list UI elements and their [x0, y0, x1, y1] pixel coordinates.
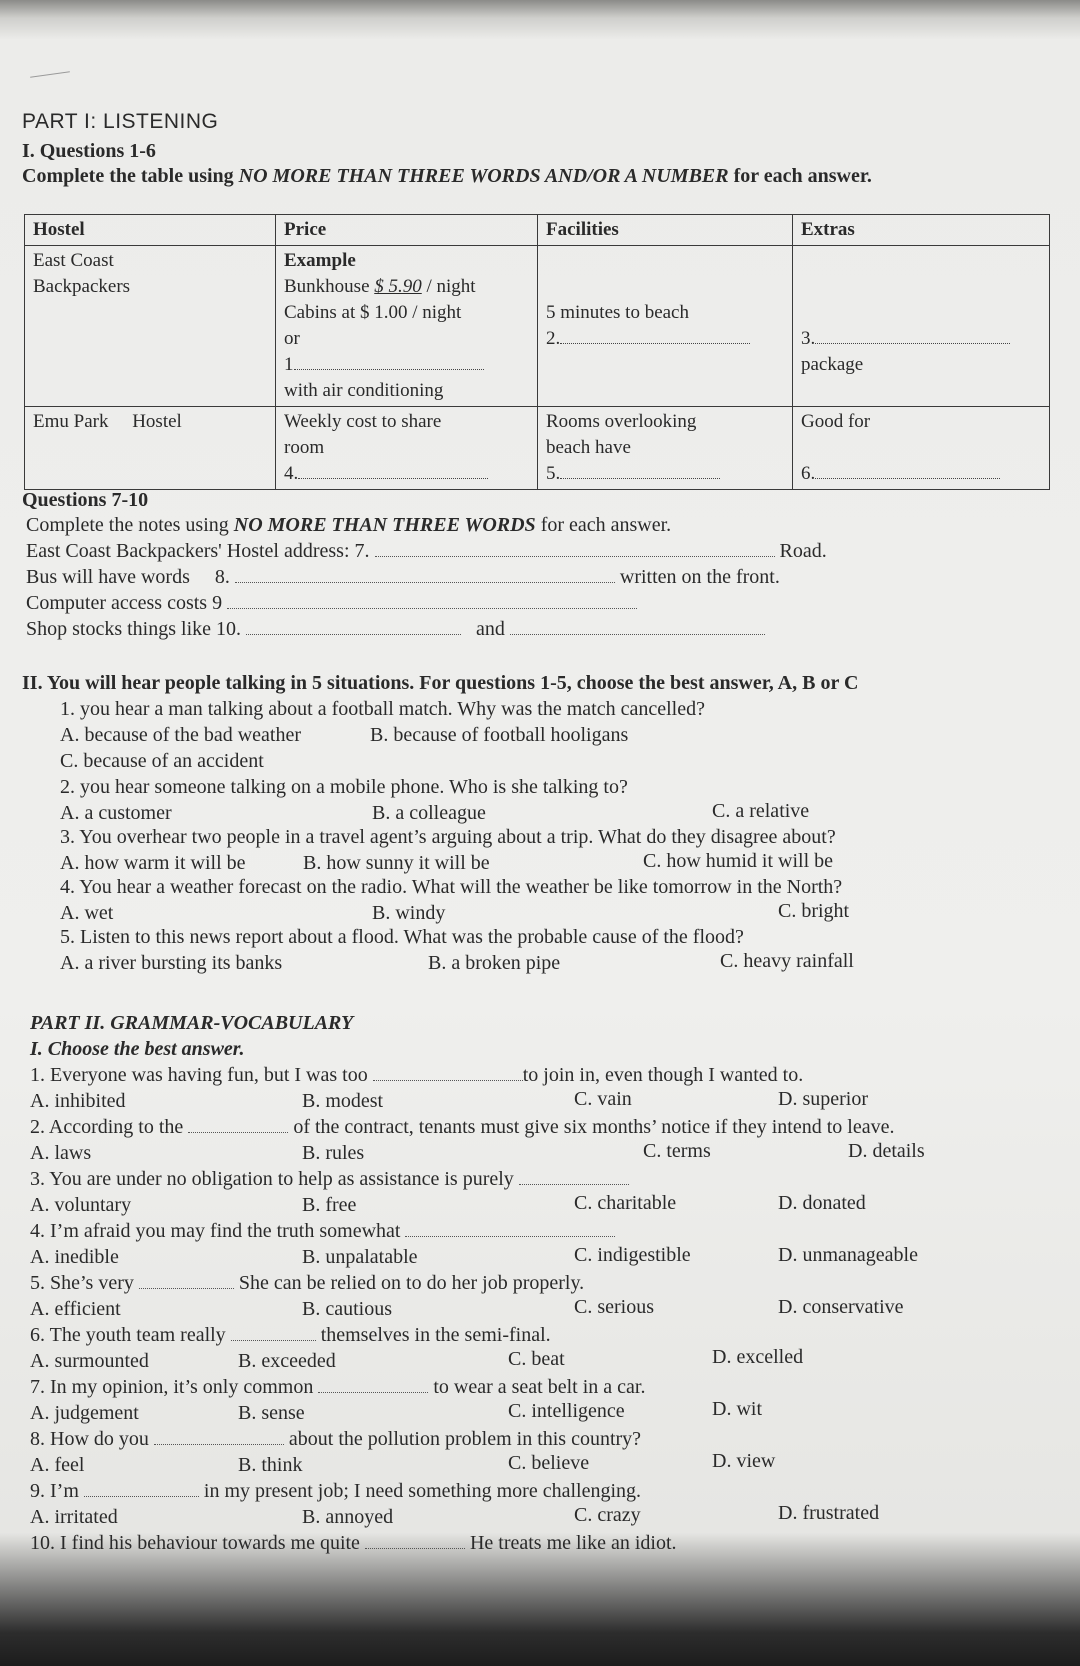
grammar-q8-c[interactable]: C. believe [508, 1452, 590, 1474]
listening-q3-c[interactable]: C. how humid it will be [643, 850, 833, 872]
price-emu-park: Weekly cost to share room 4. [276, 407, 538, 490]
grammar-q8-b[interactable]: B. think [238, 1454, 303, 1476]
listening-q3-b[interactable]: B. how sunny it will be [303, 852, 490, 874]
listening-q1-b[interactable]: B. because of football hooligans [370, 724, 629, 746]
section1-instruction: Complete the table using NO MORE THAN THREE WORDS AND/OR A NUMBER for each answer. [22, 165, 872, 187]
answer-blank-10b[interactable] [510, 620, 765, 635]
grammar-q7-c[interactable]: C. intelligence [508, 1400, 625, 1422]
grammar-q8: 8. How do you about the pollution problem in this country? [30, 1428, 642, 1450]
listening-q4: 4. You hear a weather forecast on the radio. What will the weather be like tomorrow in the North? [60, 876, 843, 898]
grammar-q3-b[interactable]: B. free [302, 1194, 357, 1216]
grammar-q1-b[interactable]: B. modest [302, 1090, 384, 1112]
grammar-q9-a[interactable]: A. irritated [30, 1506, 118, 1528]
grammar-q3-a[interactable]: A. voluntary [30, 1194, 132, 1216]
grammar-q4-d[interactable]: D. unmanageable [778, 1244, 918, 1266]
grammar-q8-a[interactable]: A. feel [30, 1454, 85, 1476]
listening-q1: 1. you hear a man talking about a football match. Why was the match cancelled? [60, 698, 705, 720]
answer-blank-10a[interactable] [246, 620, 461, 635]
grammar-q1-d[interactable]: D. superior [778, 1088, 868, 1110]
listening-q2-b[interactable]: B. a colleague [372, 802, 486, 824]
extras-emu-park: Good for 6. [793, 407, 1050, 490]
grammar-q7: 7. In my opinion, it’s only common to wear a seat belt in a car. [30, 1376, 646, 1398]
listening-q5-c[interactable]: C. heavy rainfall [720, 950, 854, 972]
extras-east-coast: 3. package [793, 246, 1050, 407]
grammar-q4-a[interactable]: A. inedible [30, 1246, 119, 1268]
grammar-q5: 5. She’s very She can be relied on to do her job properly. [30, 1272, 585, 1294]
grammar-q5-b[interactable]: B. cautious [302, 1298, 392, 1320]
grammar-q7-d[interactable]: D. wit [712, 1398, 762, 1420]
answer-blank-3[interactable] [815, 329, 1010, 344]
hostel-table [24, 214, 1050, 490]
grammar-q6-b[interactable]: B. exceeded [238, 1350, 336, 1372]
grammar-q5-a[interactable]: A. efficient [30, 1298, 121, 1320]
grammar-q6: 6. The youth team really themselves in the semi-final. [30, 1324, 551, 1346]
note-q7: East Coast Backpackers' Hostel address: 7. Road. [26, 540, 827, 562]
answer-blank-2[interactable] [560, 329, 750, 344]
question-4-label: 4. [284, 463, 299, 484]
grammar-q4-c[interactable]: C. indigestible [574, 1244, 691, 1266]
header-hostel: Hostel [25, 215, 276, 246]
answer-blank-4[interactable] [298, 464, 488, 479]
part2-subtitle: I. Choose the best answer. [30, 1038, 245, 1060]
note-q8: Bus will have words 8. written on the front. [26, 566, 780, 588]
listening-q2: 2. you hear someone talking on a mobile phone. Who is she talking to? [60, 776, 628, 798]
grammar-q7-a[interactable]: A. judgement [30, 1402, 139, 1424]
pen-mark [30, 71, 70, 78]
answer-blank-9[interactable] [227, 594, 637, 609]
question-2-label: 2. [546, 328, 561, 349]
listening-q4-c[interactable]: C. bright [778, 900, 850, 922]
listening-q2-a[interactable]: A. a customer [60, 802, 172, 824]
grammar-q3-c[interactable]: C. charitable [574, 1192, 677, 1214]
grammar-q8-d[interactable]: D. view [712, 1450, 776, 1472]
listening-q3: 3. You overhear two people in a travel agent’s arguing about a trip. What do they disagree about? [60, 826, 836, 848]
grammar-q6-a[interactable]: A. surmounted [30, 1350, 149, 1372]
listening-q5: 5. Listen to this news report about a flood. What was the probable cause of the flood? [60, 926, 744, 948]
grammar-q10: 10. I find his behaviour towards me quite He treats me like an idiot. [30, 1532, 677, 1554]
grammar-q3-d[interactable]: D. donated [778, 1192, 866, 1214]
grammar-q9-d[interactable]: D. frustrated [778, 1502, 880, 1524]
grammar-q1-a[interactable]: A. inhibited [30, 1090, 126, 1112]
answer-blank-1[interactable] [294, 355, 484, 370]
grammar-q2-a[interactable]: A. laws [30, 1142, 92, 1164]
answer-blank-5[interactable] [560, 464, 720, 479]
grammar-q2-d[interactable]: D. details [848, 1140, 925, 1162]
grammar-q1-c[interactable]: C. vain [574, 1088, 632, 1110]
grammar-q2-c[interactable]: C. terms [643, 1140, 711, 1162]
listening-q4-a[interactable]: A. wet [60, 902, 114, 924]
grammar-q6-d[interactable]: D. excelled [712, 1346, 804, 1368]
grammar-q9: 9. I’m in my present job; I need something more challenging. [30, 1480, 642, 1502]
facilities-emu-park: Rooms overlooking beach have 5. [538, 407, 793, 490]
hostel-emu-park: Emu Park Hostel [25, 407, 276, 490]
grammar-q5-c[interactable]: C. serious [574, 1296, 654, 1318]
listening-q1-a[interactable]: A. because of the bad weather [60, 724, 301, 746]
grammar-q4-b[interactable]: B. unpalatable [302, 1246, 418, 1268]
table-row [25, 407, 1050, 490]
grammar-q2-b[interactable]: B. rules [302, 1142, 365, 1164]
question-5-label: 5. [546, 463, 561, 484]
answer-blank-6[interactable] [815, 464, 1000, 479]
answer-blank-7[interactable] [375, 542, 775, 557]
listening-q1-c[interactable]: C. because of an accident [60, 750, 264, 772]
grammar-q5-d[interactable]: D. conservative [778, 1296, 904, 1318]
hostel-east-coast: East Coast Backpackers [25, 246, 276, 407]
grammar-q9-c[interactable]: C. crazy [574, 1504, 641, 1526]
question-1-label: 1 [284, 354, 294, 375]
section1-title: I. Questions 1-6 [22, 140, 156, 162]
note-q10: Shop stocks things like 10. and [26, 618, 765, 641]
grammar-q3: 3. You are under no obligation to help as assistance is purely [30, 1168, 629, 1191]
listening-q4-b[interactable]: B. windy [372, 902, 446, 924]
notes-instruction: Complete the notes using NO MORE THAN THREE WORDS for each answer. [26, 514, 672, 536]
listening-q5-a[interactable]: A. a river bursting its banks [60, 952, 283, 974]
grammar-q1: 1. Everyone was having fun, but I was too to join in, even though I wanted to. [30, 1064, 804, 1086]
grammar-q9-b[interactable]: B. annoyed [302, 1506, 394, 1528]
section2-title: Questions 7-10 [22, 489, 149, 511]
listening-q3-a[interactable]: A. how warm it will be [60, 852, 246, 874]
grammar-q4: 4. I’m afraid you may find the truth somewhat [30, 1220, 615, 1243]
listening-q5-b[interactable]: B. a broken pipe [428, 952, 561, 974]
part1-title: PART I: LISTENING [22, 110, 219, 133]
note-q9: Computer access costs 9 [26, 592, 637, 615]
grammar-q7-b[interactable]: B. sense [238, 1402, 305, 1424]
question-6-label: 6. [801, 463, 816, 484]
table-header-row [25, 215, 1050, 246]
listening-q2-c[interactable]: C. a relative [712, 800, 810, 822]
table-row [25, 246, 1050, 407]
header-facilities: Facilities [538, 215, 793, 246]
grammar-q6-c[interactable]: C. beat [508, 1348, 565, 1370]
grammar-q2: 2. According to the of the contract, tenants must give six months’ notice if they intend to leave. [30, 1116, 895, 1138]
part2-title: PART II. GRAMMAR-VOCABULARY [30, 1012, 354, 1034]
question-3-label: 3. [801, 328, 816, 349]
header-extras: Extras [793, 215, 1050, 246]
answer-blank-8[interactable] [235, 568, 615, 583]
section3-title: II. You will hear people talking in 5 situations. For questions 1-5, choose the best answer, A, B or C [22, 672, 859, 694]
price-east-coast: Example Bunkhouse $ 5.90 / night Cabins at $ 1.00 / night or 1 with air conditioning [276, 246, 538, 407]
facilities-east-coast: 5 minutes to beach 2. [538, 246, 793, 407]
header-price: Price [276, 215, 538, 246]
